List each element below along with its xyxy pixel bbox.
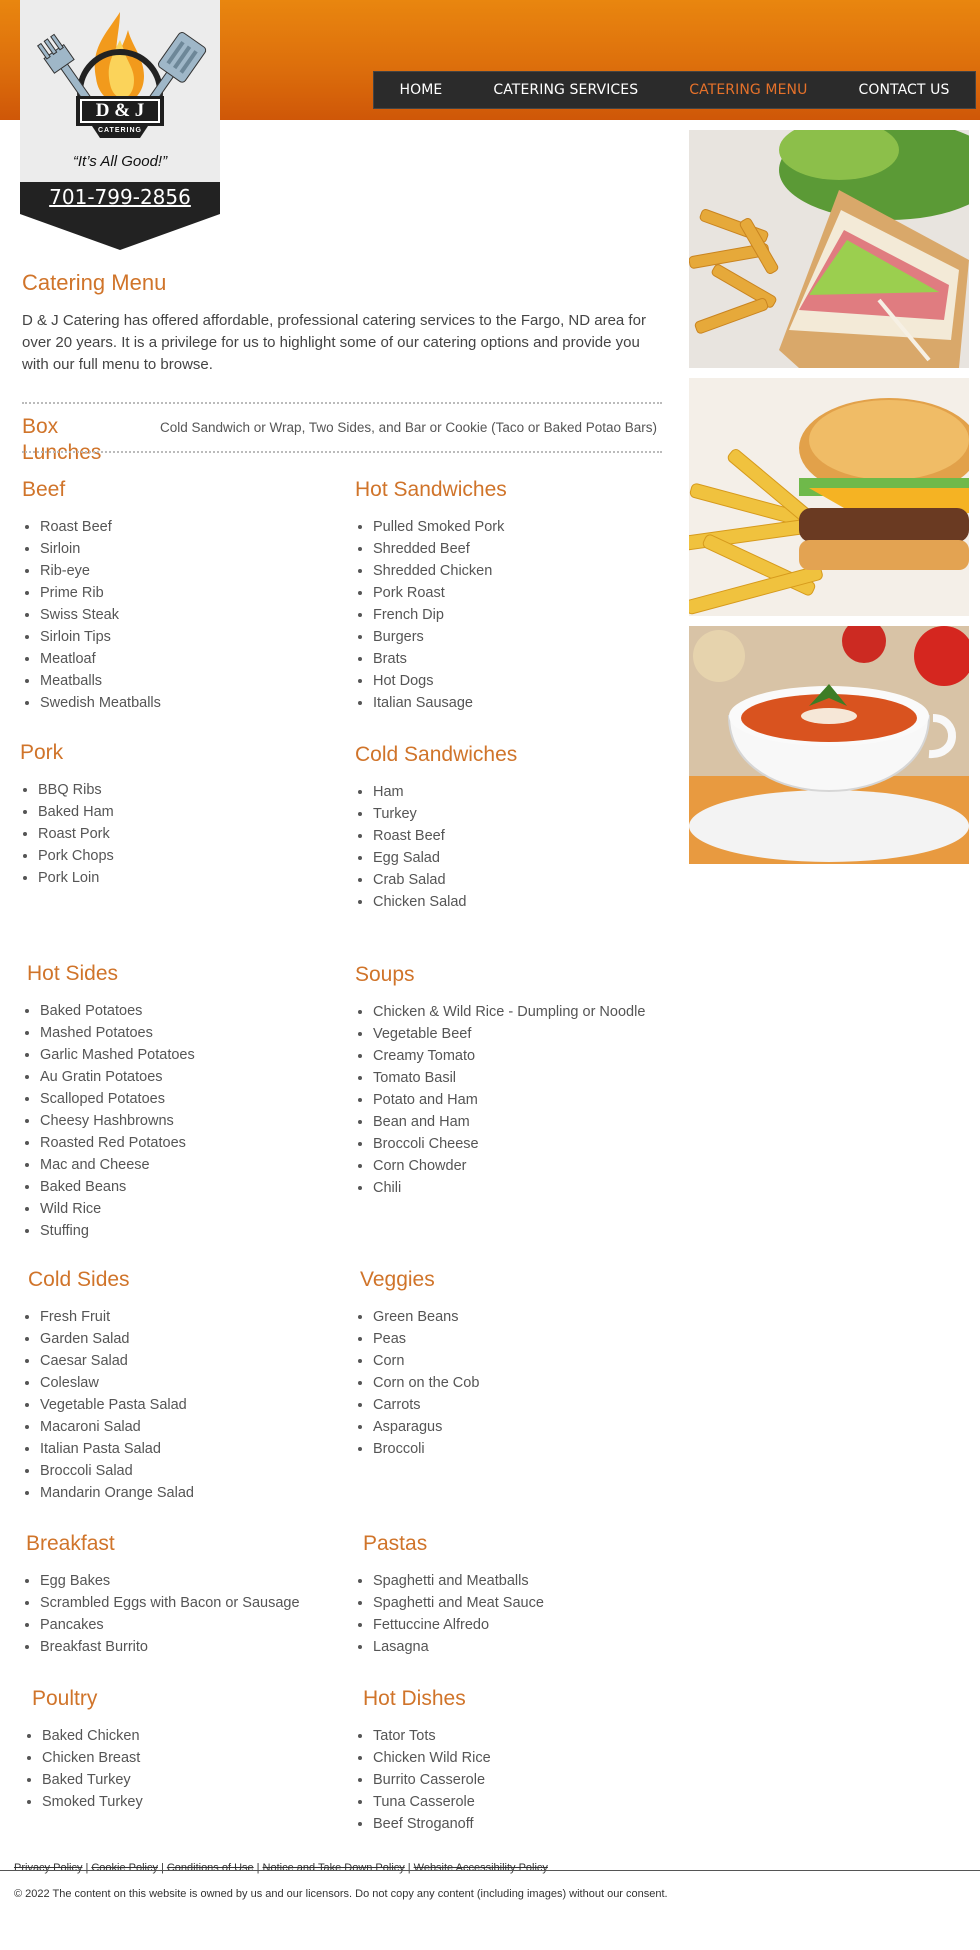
menu-item: • Vegetable Beef [373, 1023, 645, 1045]
section-list [22, 1570, 300, 1658]
section-list [22, 1306, 194, 1504]
sandwich-photo [689, 130, 969, 368]
menu-item: • Mashed Potatoes [40, 1022, 195, 1044]
section-title: Beef [22, 478, 66, 501]
section-title: Cold Sandwiches [355, 743, 518, 766]
box-lunches-description: Cold Sandwich or Wrap, Two Sides, and Bar or Cookie (Taco or Baked Potao Bars) [160, 420, 657, 435]
menu-item: • Spaghetti and Meatballs [373, 1570, 544, 1592]
menu-section-hot-sandwiches [355, 478, 507, 714]
menu-item: • Green Beans [373, 1306, 479, 1328]
menu-item: • Shredded Beef [373, 538, 507, 560]
menu-item: • Peas [373, 1328, 479, 1350]
menu-item: • Baked Beans [40, 1176, 195, 1198]
menu-item: • Breakfast Burrito [40, 1636, 300, 1658]
menu-item: • Au Gratin Potatoes [40, 1066, 195, 1088]
menu-item: • Cheesy Hashbrowns [40, 1110, 195, 1132]
section-title: Poultry [32, 1687, 98, 1710]
menu-item: • Corn Chowder [373, 1155, 645, 1177]
section-list [355, 1306, 479, 1460]
menu-item: • Meatballs [40, 670, 161, 692]
menu-item: • Bean and Ham [373, 1111, 645, 1133]
menu-item: • Italian Sausage [373, 692, 507, 714]
footer-divider [0, 1870, 980, 1871]
menu-item: • Egg Bakes [40, 1570, 300, 1592]
menu-item: • Fettuccine Alfredo [373, 1614, 544, 1636]
menu-item: • Roast Beef [40, 516, 161, 538]
menu-item: • French Dip [373, 604, 507, 626]
menu-section-cold-sides [28, 1268, 194, 1504]
menu-item: • Turkey [373, 803, 517, 825]
phone-banner [20, 182, 220, 250]
logo-brand: D & J [95, 100, 145, 121]
menu-item: • Broccoli Cheese [373, 1133, 645, 1155]
menu-item: • Brats [373, 648, 507, 670]
menu-item: • Burgers [373, 626, 507, 648]
footer-link-privacy[interactable]: Privacy Policy [14, 1862, 83, 1874]
menu-item: • Italian Pasta Salad [40, 1438, 194, 1460]
section-list [355, 1001, 645, 1199]
menu-item: • Corn on the Cob [373, 1372, 479, 1394]
page-title: Catering Menu [22, 270, 167, 295]
menu-item: • Chili [373, 1177, 645, 1199]
menu-item: • Corn [373, 1350, 479, 1372]
menu-item: • Carrots [373, 1394, 479, 1416]
menu-section-soups [355, 963, 645, 1199]
divider-bottom [22, 451, 662, 453]
section-title: Cold Sides [28, 1268, 130, 1291]
menu-item: • Baked Ham [38, 801, 114, 823]
menu-item: • Roast Beef [373, 825, 517, 847]
menu-item: • Pork Chops [38, 845, 114, 867]
section-title: Breakfast [26, 1532, 115, 1555]
menu-item: • Scalloped Potatoes [40, 1088, 195, 1110]
sandwich-fries-image-icon [689, 130, 969, 368]
menu-item: • Pork Roast [373, 582, 507, 604]
menu-item: • Sirloin Tips [40, 626, 161, 648]
menu-item: • Baked Chicken [42, 1725, 143, 1747]
menu-section-hot-sides [27, 962, 195, 1242]
nav-catering-menu[interactable]: CATERING MENU [689, 82, 808, 98]
section-list [20, 779, 114, 889]
menu-item: • Swiss Steak [40, 604, 161, 626]
menu-item: • Wild Rice [40, 1198, 195, 1220]
section-title: Soups [355, 963, 415, 986]
menu-item: • Roasted Red Potatoes [40, 1132, 195, 1154]
menu-item: • Burrito Casserole [373, 1769, 491, 1791]
section-list [355, 781, 517, 913]
menu-section-pastas [363, 1532, 544, 1658]
menu-item: • Vegetable Pasta Salad [40, 1394, 194, 1416]
menu-item: • Garlic Mashed Potatoes [40, 1044, 195, 1066]
footer-link-accessibility[interactable]: Website Accessibility Policy [413, 1862, 548, 1874]
menu-item: • Lasagna [373, 1636, 544, 1658]
menu-item: • Chicken Breast [42, 1747, 143, 1769]
menu-item: • Garden Salad [40, 1328, 194, 1350]
menu-item: • Sirloin [40, 538, 161, 560]
menu-item: • Egg Salad [373, 847, 517, 869]
menu-item: • Fresh Fruit [40, 1306, 194, 1328]
phone-link[interactable]: 701-799-2856 [49, 185, 191, 209]
menu-item: • BBQ Ribs [38, 779, 114, 801]
nav-contact-us[interactable]: CONTACT US [858, 82, 950, 98]
menu-item: • Caesar Salad [40, 1350, 194, 1372]
menu-item: • Coleslaw [40, 1372, 194, 1394]
logo[interactable] [20, 0, 220, 182]
burger-fries-image-icon [689, 378, 969, 616]
section-list [355, 1725, 491, 1835]
menu-item: • Stuffing [40, 1220, 195, 1242]
section-title: Veggies [360, 1268, 435, 1291]
menu-item: • Mac and Cheese [40, 1154, 195, 1176]
menu-item: • Creamy Tomato [373, 1045, 645, 1067]
menu-item: • Scrambled Eggs with Bacon or Sausage [40, 1592, 300, 1614]
menu-item: • Shredded Chicken [373, 560, 507, 582]
footer-link-takedown[interactable]: Notice and Take Down Policy [262, 1862, 405, 1874]
menu-item: • Mandarin Orange Salad [40, 1482, 194, 1504]
section-list [22, 516, 161, 714]
intro-text: D & J Catering has offered affordable, professional catering services to the Fargo, ND area for over 20 years. It is a privilege for us to highlight some of our catering options and provide you with our full menu to browse. [22, 312, 646, 373]
menu-item: • Beef Stroganoff [373, 1813, 491, 1835]
soup-photo [689, 626, 969, 864]
menu-section-cold-sandwiches [355, 743, 517, 913]
menu-item: • Rib-eye [40, 560, 161, 582]
section-title: Pastas [363, 1532, 428, 1555]
menu-item: • Smoked Turkey [42, 1791, 143, 1813]
footer-link-conditions[interactable]: Conditions of Use [166, 1862, 254, 1874]
logo-sub: CATERING [97, 127, 143, 134]
menu-item: • Pork Loin [38, 867, 114, 889]
menu-item: • Crab Salad [373, 869, 517, 891]
menu-item: • Prime Rib [40, 582, 161, 604]
section-list [355, 1570, 544, 1658]
section-title: Hot Sides [27, 962, 119, 985]
menu-item: • Tator Tots [373, 1725, 491, 1747]
menu-item: • Broccoli Salad [40, 1460, 194, 1482]
divider-top [22, 402, 662, 404]
copyright-text: © 2022 The content on this website is owned by us and our licensors. Do not copy any content (including images) without our consent. [14, 1888, 668, 1900]
section-title: Hot Sandwiches [355, 478, 507, 501]
box-lunches-title: Box Lunches [22, 415, 102, 464]
nav-catering-services[interactable]: CATERING SERVICES [493, 82, 639, 98]
menu-item: • Roast Pork [38, 823, 114, 845]
menu-item: • Tuna Casserole [373, 1791, 491, 1813]
menu-section-veggies [360, 1268, 479, 1460]
menu-item: • Chicken Wild Rice [373, 1747, 491, 1769]
menu-section-breakfast [26, 1532, 300, 1658]
footer-links: Privacy Policy | Cookie Policy | Conditions of Use | Notice and Take Down Policy | Website Accessibility Policy [14, 1862, 548, 1874]
main-nav [373, 71, 976, 109]
section-title: Hot Dishes [363, 1687, 466, 1710]
menu-item: • Baked Potatoes [40, 1000, 195, 1022]
menu-item: • Macaroni Salad [40, 1416, 194, 1438]
menu-item: • Chicken Salad [373, 891, 517, 913]
menu-item: • Ham [373, 781, 517, 803]
footer-link-cookie[interactable]: Cookie Policy [91, 1862, 158, 1874]
menu-item: • Swedish Meatballs [40, 692, 161, 714]
menu-item: • Hot Dogs [373, 670, 507, 692]
section-list [22, 1000, 195, 1242]
nav-home[interactable]: HOME [399, 82, 443, 98]
menu-section-pork [20, 741, 114, 889]
section-title: Pork [20, 741, 64, 764]
menu-section-beef [22, 478, 161, 714]
section-list [355, 516, 507, 714]
burger-photo [689, 378, 969, 616]
menu-item: • Baked Turkey [42, 1769, 143, 1791]
menu-item: • Asparagus [373, 1416, 479, 1438]
menu-item: • Meatloaf [40, 648, 161, 670]
menu-item: • Pulled Smoked Pork [373, 516, 507, 538]
menu-item: • Broccoli [373, 1438, 479, 1460]
menu-item: • Spaghetti and Meat Sauce [373, 1592, 544, 1614]
menu-item: • Potato and Ham [373, 1089, 645, 1111]
menu-section-poultry [32, 1687, 143, 1813]
section-list [24, 1725, 143, 1813]
logo-tagline: “It’s All Good!” [72, 153, 168, 170]
menu-item: • Chicken & Wild Rice - Dumpling or Noodle [373, 1001, 645, 1023]
menu-item: • Tomato Basil [373, 1067, 645, 1089]
menu-item: • Pancakes [40, 1614, 300, 1636]
tomato-soup-image-icon [689, 626, 969, 864]
menu-section-hot-dishes [363, 1687, 491, 1835]
